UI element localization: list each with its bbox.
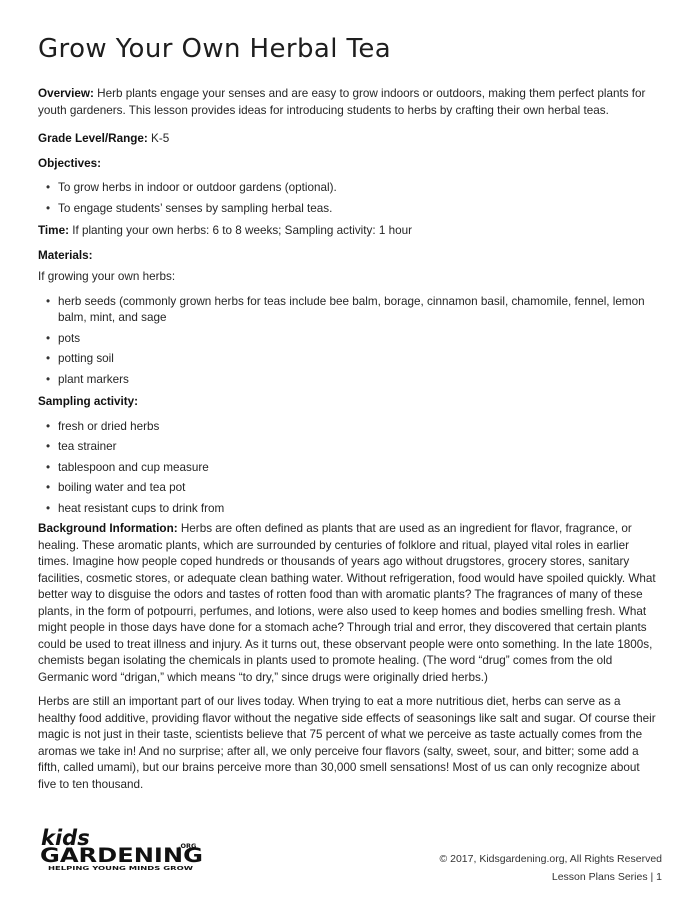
sampling-item: • fresh or dried herbs [38, 419, 660, 436]
logo-org: .ORG [178, 842, 197, 850]
objective-item: • To engage students’ senses by sampling herbal teas. [38, 201, 660, 218]
material-item: • herb seeds (commonly grown herbs for teas include bee balm, borage, cinnamon basil, chamomile, fennel, lemon balm, mint, and sage [38, 294, 660, 327]
overview-label: Overview: [38, 87, 94, 100]
objectives-heading: Objectives: [38, 156, 102, 170]
objectives-list [38, 180, 660, 217]
grade-level [38, 131, 660, 148]
material-item: • potting soil [38, 351, 660, 368]
time-value: If planting your own herbs: 6 to 8 weeks; Sampling activity: 1 hour [68, 224, 412, 237]
background-label: Background Information: [38, 522, 178, 535]
background-paragraph [38, 521, 660, 686]
sampling-list [38, 419, 660, 518]
lesson-content [38, 86, 660, 793]
page-title: Grow Your Own Herbal Tea [38, 34, 392, 64]
sampling-item: • heat resistant cups to drink from [38, 501, 660, 518]
overview-paragraph [38, 86, 660, 119]
grade-value: K-5 [147, 132, 170, 145]
copyright-text: © 2017, Kidsgardening.org, All Rights Reserved [439, 853, 662, 865]
background-paragraph-2: Herbs are still an important part of our lives today. When trying to eat a more nutritious diet, herbs can serve as a healthy food additive, providing flavor without the negative side effects of seasonings like salt and sugar. Of course their magic is not just in their taste, scientists believe that 75 percent of what we perceive as taste actually comes from the aromas we take in! And no surprise; after all, we only perceive four flavors (salty, sweet, sour, and bitter; some add a fifth, called umami), but our brains perceive more than 30,000 smell sensations! Most of us can only recognize about five to ten thousand. [38, 695, 656, 791]
logo-word-kids: kids [41, 826, 90, 850]
kidsgardening-logo [40, 826, 210, 872]
materials-list [38, 294, 660, 389]
sampling-item: • tablespoon and cup measure [38, 460, 660, 477]
footer-info [439, 850, 662, 886]
series-page-number: Lesson Plans Series | 1 [551, 871, 662, 883]
materials-intro: If growing your own herbs: [38, 270, 176, 283]
time-line [38, 223, 660, 240]
material-item: • plant markers [38, 372, 660, 389]
logo-tagline: HELPING YOUNG MINDS GROW [48, 866, 194, 872]
grade-label: Grade Level/Range: [38, 132, 148, 145]
sampling-heading: Sampling activity: [38, 395, 139, 408]
overview-text: Herb plants engage your senses and are easy to grow indoors or outdoors, making them perfect plants for youth gardeners. This lesson provides ideas for introducing students to herbs by crafting their own herbal teas. [38, 87, 646, 117]
materials-heading: Materials: [38, 248, 93, 262]
sampling-item: • tea strainer [38, 439, 660, 456]
time-label: Time: [38, 224, 69, 237]
material-item: • pots [38, 331, 660, 348]
objective-item: • To grow herbs in indoor or outdoor gardens (optional). [38, 180, 660, 197]
logo-word-gardening: GARDENING [40, 844, 203, 867]
background-text: Herbs are often defined as plants that are used as an ingredient for flavor, fragrance, or healing. These aromatic plants, which are surrounded by centuries of folklore and ritual, played vital roles in earlier times. Imagine how people coped hundreds or thousands of years ago without drugstores, grocery stores, sanitary facilities, cosmetic stores, or adequate clean bathing water. Without refrigeration, food would have spoiled quickly. What better way to disguise the odors and tastes of rotten food than with aromatic plants? The fragrances of many of these plants, in the form of potpourri, perfumes, and lotions, were also used to keep homes and bodies smelling fresh. What might people in those days have done for a stomach ache? Through trial and error, they discovered that certain plants could be used to treat illness and injury. As it turns out, these observant people were onto something. In the late 1800s, chemists began isolating the chemicals in plants used to promote healing. (The word “drug” comes from the old Germanic word “drigan,” which means “to dry,” since drugs were originally dried herbs.) [38, 522, 656, 684]
sampling-item: • boiling water and tea pot [38, 480, 660, 497]
